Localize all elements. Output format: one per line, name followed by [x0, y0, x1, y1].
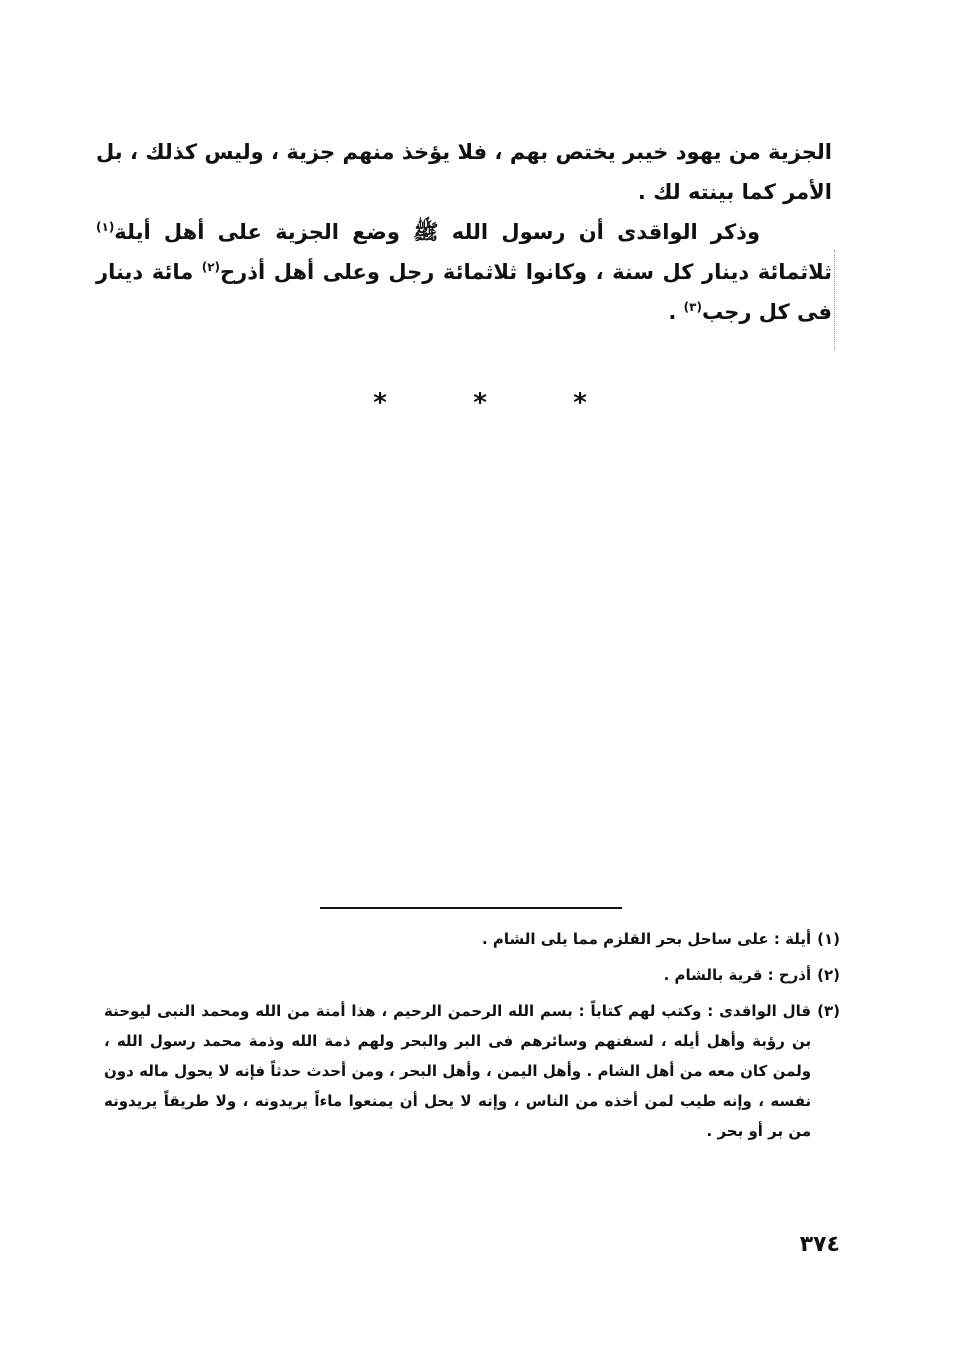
footnote-divider — [320, 907, 622, 909]
footnote-3 — [104, 996, 840, 1146]
footnote-reference-2[interactable]: (٢) — [201, 260, 221, 274]
paragraph-2-part-2: ثلاثمائة دينار كل سنة ، وكانوا ثلاثمائة رجل وعلى أهل أذرح — [220, 260, 832, 284]
paragraph-2-part-4: . — [668, 300, 684, 324]
footnote-2 — [104, 960, 840, 990]
footnote-number: (٢) — [817, 966, 840, 984]
separator-star: * — [473, 388, 487, 418]
footnote-text: أيلة : على ساحل بحر القلزم مما يلى الشام . — [481, 930, 812, 948]
margin-mark — [834, 250, 836, 350]
footnote-reference-1[interactable]: (١) — [96, 220, 115, 234]
separator-star: * — [373, 388, 387, 418]
footnote-1 — [104, 924, 840, 954]
paragraph-1: الجزية من يهود خيبر يختص بهم ، فلا يؤخذ منهم جزية ، وليس كذلك ، بل الأمر كما بينته لك . — [96, 140, 832, 204]
footnote-reference-3[interactable]: (٣) — [683, 300, 702, 314]
section-separator — [360, 388, 600, 428]
footnote-number: (٣) — [817, 1002, 840, 1020]
paragraph-2-part-1: وذكر الواقدى أن رسول الله ﷺ وضع الجزية على أهل أيلة — [114, 220, 760, 244]
footnote-text: قال الواقدى : وكتب لهم كتاباً : بسم الله الرحمن الرحيم ، هذا أمنة من الله ومحمد النبى ليوحنة بن رؤبة وأهل أيله ، لسفنهم وسائرهم فى البر والبحر ولهم ذمة الله وذمة محمد رسول الله ، ولمن كان معه من أهل الشام . وأهل اليمن ، وأهل البحر ، ومن أحدث حدثاً فإنه لا يحول ماله دون نفسه ، وإنه طيب لمن أخذه من الناس ، وإنه لا يحل أن يمنعوا ماءاً يريدونه ، ولا طريقاً يريدونه من بر أو بحر . — [104, 1002, 812, 1140]
footnote-text: أذرح : قرية بالشام . — [663, 966, 812, 984]
paragraph-2 — [96, 212, 832, 332]
main-text — [96, 132, 832, 332]
separator-star: * — [573, 388, 587, 418]
footnotes-section — [104, 924, 840, 1152]
footnote-number: (١) — [817, 930, 840, 948]
page-number: ٣٧٤ — [799, 1232, 840, 1257]
paragraph-2-part-3: مائة دينار فى كل رجب — [96, 260, 832, 324]
